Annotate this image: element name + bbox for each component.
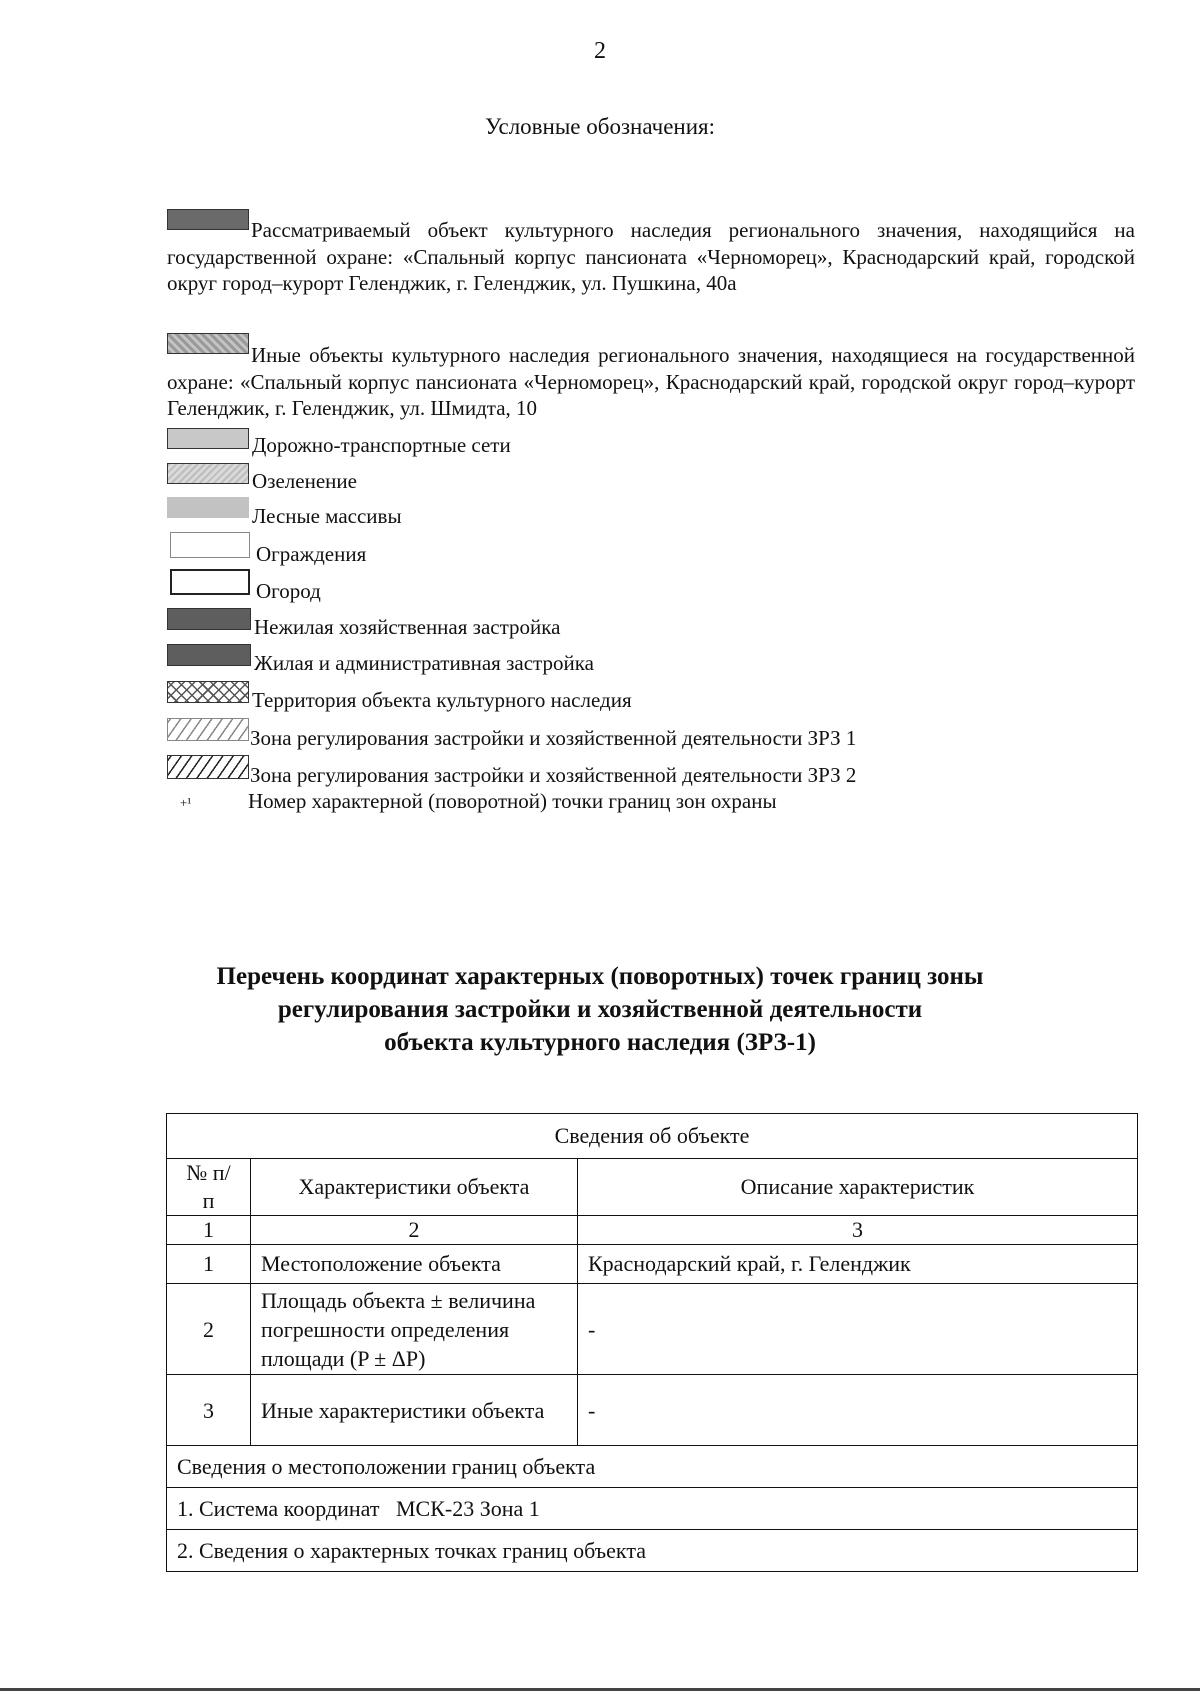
- col-header-characteristics: Характеристики объекта: [251, 1159, 578, 1216]
- table-header: Сведения об объекте: [167, 1114, 1138, 1159]
- row-description: Краснодарский край, г. Геленджик: [578, 1245, 1138, 1284]
- list-title: Перечень координат характерных (поворотных) точек границ зоны регулирования застройки и хозяйственной деятельности объекта культурного наследия (ЗРЗ-1): [216, 963, 984, 1056]
- coordinate-system: 1. Система координат МСК-23 Зона 1: [167, 1488, 1138, 1530]
- crosshatch-swatch: [167, 681, 249, 703]
- col-header-description: Описание характеристик: [578, 1159, 1138, 1216]
- legend-item-roads: Дорожно-транспортные сети: [252, 433, 511, 457]
- table-row: [167, 1284, 1138, 1375]
- legend-item-heritage-territory: Территория объекта культурного наследия: [252, 688, 632, 712]
- legend-item-object: Рассматриваемый объект культурного наследия регионального значения, находящийся на государственной охране: «Спальный корпус пансионата «Черноморец», Краснодарский край, городской округ город–курорт Геленджик, г. Геленджик, ул. Пушкина, 40а: [167, 218, 1135, 295]
- row-number: 3: [167, 1375, 251, 1446]
- legend-title: Условные обозначения:: [484, 114, 716, 139]
- fence-swatch: [170, 532, 250, 558]
- table-row: [167, 1375, 1138, 1446]
- points-info: 2. Сведения о характерных точках границ объекта: [167, 1530, 1138, 1572]
- boundaries-section: Сведения о местоположении границ объекта: [167, 1446, 1138, 1488]
- row-number: 1: [167, 1245, 251, 1284]
- legend-item-zrz2: Зона регулирования застройки и хозяйственной деятельности ЗРЗ 2: [250, 763, 857, 787]
- dark-hatch-swatch: [167, 755, 249, 779]
- row-characteristic: Иные характеристики объекта: [251, 1375, 578, 1446]
- mottled-light-swatch: [167, 463, 249, 484]
- row-number: 2: [167, 1284, 251, 1375]
- table-header-row: [167, 1114, 1138, 1159]
- forest-swatch: [167, 497, 249, 518]
- legend-item-nonresidential: Нежилая хозяйственная застройка: [254, 615, 561, 639]
- dark-building-swatch: [167, 644, 251, 666]
- row-characteristic: Площадь объекта ± величина погрешности определения площади (P ± ΔP): [251, 1284, 578, 1375]
- footer-divider: [0, 1688, 1200, 1691]
- row-description: -: [578, 1375, 1138, 1446]
- table-column-headers: [167, 1159, 1138, 1216]
- light-gray-swatch: [167, 428, 249, 449]
- legend-item-other-objects: Иные объекты культурного наследия регионального значения, находящиеся на государственной охране: «Спальный корпус пансионата «Черноморец», Краснодарский край, городской округ город–курорт Геленджик, г. Геленджик, ул. Шмидта, 10: [167, 343, 1135, 420]
- col-number: 2: [251, 1216, 578, 1245]
- legend-item-zrz1: Зона регулирования застройки и хозяйственной деятельности ЗРЗ 1: [250, 726, 857, 750]
- col-number: 1: [167, 1216, 251, 1245]
- table-row: [167, 1245, 1138, 1284]
- legend-item-fences: Ограждения: [256, 542, 367, 566]
- table-row: [167, 1488, 1138, 1530]
- legend-item-point-number: Номер характерной (поворотной) точки границ зон охраны: [248, 789, 777, 813]
- light-hatch-swatch: [167, 718, 249, 741]
- col-header-number: № п/п: [167, 1159, 251, 1216]
- table-column-numbers: [167, 1216, 1138, 1245]
- legend-item-forest: Лесные массивы: [252, 504, 402, 528]
- legend-item-residential: Жилая и административная застройка: [254, 651, 594, 675]
- legend-item-greenery: Озеленение: [252, 469, 357, 493]
- garden-swatch: [170, 569, 250, 595]
- dark-building-swatch: [167, 608, 251, 630]
- row-characteristic: Местоположение объекта: [251, 1245, 578, 1284]
- legend-item-garden: Огород: [256, 579, 321, 603]
- row-description: -: [578, 1284, 1138, 1375]
- col-number: 3: [578, 1216, 1138, 1245]
- point-marker-icon: +¹: [180, 795, 192, 810]
- table-row: [167, 1530, 1138, 1572]
- table-row: [167, 1446, 1138, 1488]
- page-number: 2: [594, 38, 606, 64]
- object-info-table: [166, 1113, 1138, 1572]
